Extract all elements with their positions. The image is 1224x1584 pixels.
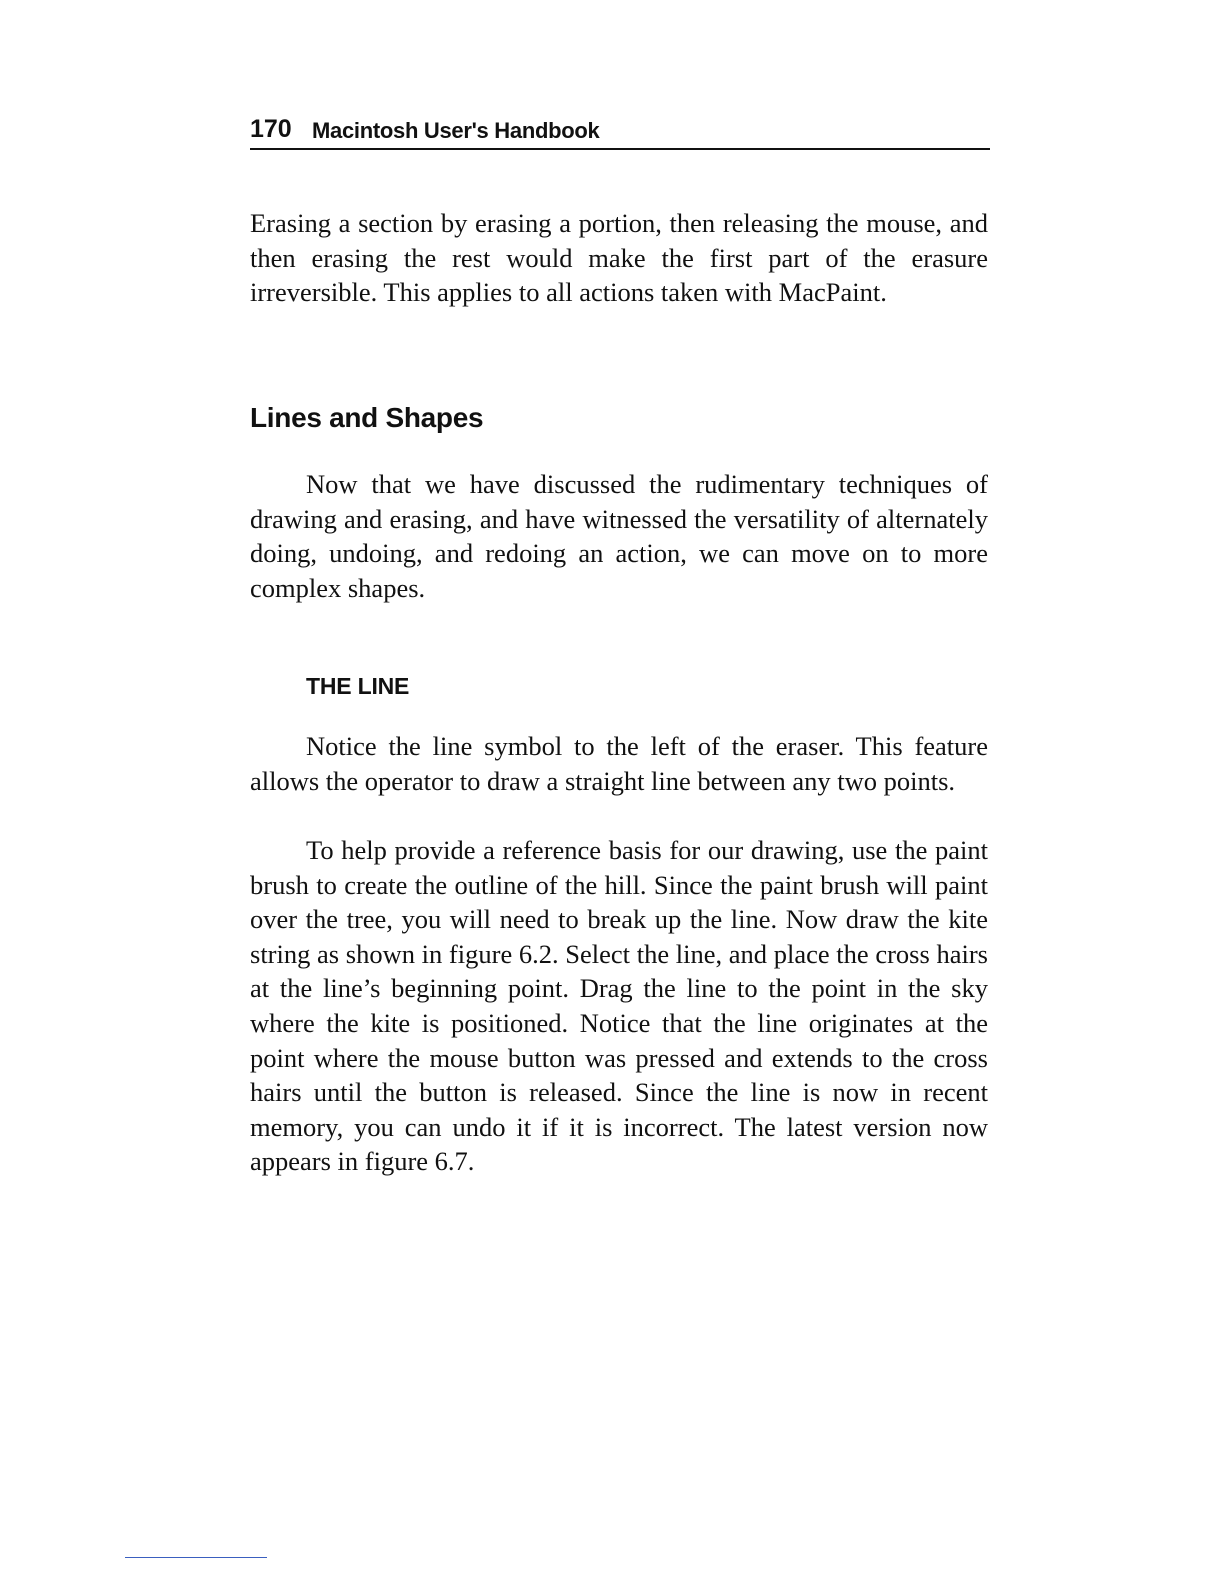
book-title: Macintosh User's Handbook [312, 118, 600, 143]
running-head [250, 112, 990, 150]
subsection-paragraph-1: Notice the line symbol to the left of the eraser. This feature allows the operator to draw a straight line between any two points. [250, 731, 988, 796]
intro-paragraph: Erasing a section by erasing a portion, then releasing the mouse, and then erasing the rest would make the first part of the erasure irreversible. This applies to all actions taken with MacPaint. [250, 208, 988, 308]
footer-rule [125, 1557, 267, 1558]
section-paragraph: Now that we have discussed the rudimentary techniques of drawing and erasing, and have witnessed the versatility of alternately doing, undoing, and redoing an action, we can move on to more complex shapes. [250, 469, 988, 603]
page-number: 170 [250, 115, 292, 143]
subsection-paragraph-2: To help provide a reference basis for our drawing, use the paint brush to create the outline of the hill. Since the paint brush will paint over the tree, you will need to break up the line. Now draw the kite string as shown in figure 6.2. Select the line, and place the cross hairs at the line’s beginning point. Drag the line to the point in the sky where the kite is positioned. Notice that the line originates at the point where the mouse button was pressed and extends to the cross hairs until the button is released. Since the line is now in recent memory, you can undo it if it is incorrect. The latest version now appears in figure 6.7. [250, 835, 988, 1177]
subsection-heading: THE LINE [306, 673, 410, 699]
section-heading: Lines and Shapes [250, 402, 484, 433]
